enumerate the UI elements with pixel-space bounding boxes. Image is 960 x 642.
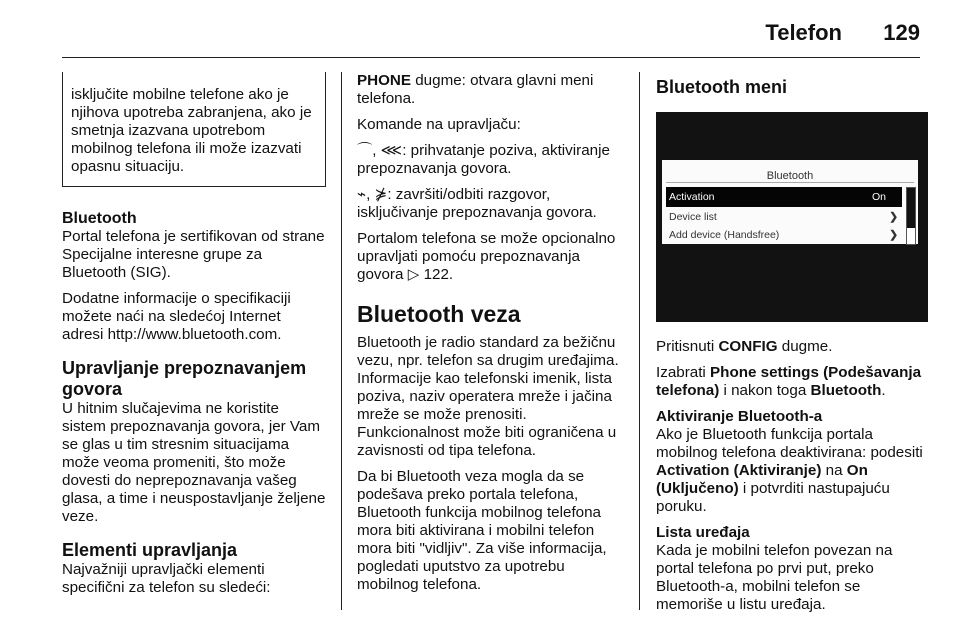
- chevron-right-icon: ❯: [889, 229, 898, 241]
- voice-control-heading: Upravljanje prepoznavanjem govora: [62, 358, 307, 399]
- controls-heading: Elementi upravljanja: [62, 540, 238, 560]
- page-section-title: Telefon: [765, 20, 842, 45]
- end-call-icons: ⌁, ⋡: [357, 186, 388, 203]
- end-call-text: : završiti/odbiti razgovor, isključivanje prepoznavanja govora.: [357, 186, 597, 221]
- phone-button-paragraph: [357, 72, 623, 108]
- page-reference: ▷ 122.: [407, 266, 454, 283]
- controls-paragraph: Najvažniji upravljački elementi specifični za telefon su sledeći:: [62, 561, 271, 596]
- select-settings-paragraph: [656, 364, 928, 400]
- phone-button-label: PHONE: [357, 72, 412, 89]
- menu-item-add-device: [666, 227, 902, 244]
- bluetooth-menu-screenshot: [656, 112, 928, 322]
- bluetooth-menu-heading: Bluetooth meni: [656, 77, 787, 97]
- select-text-end: .: [881, 382, 886, 399]
- bluetooth-connection-heading: Bluetooth veza: [357, 301, 521, 327]
- press-config-paragraph: [656, 338, 928, 356]
- portal-voice-paragraph: [357, 230, 623, 284]
- menu-title-divider: [666, 182, 914, 183]
- config-button-label: CONFIG: [718, 338, 778, 355]
- column-middle: [357, 72, 623, 602]
- scrollbar-thumb: [907, 188, 915, 228]
- menu-item-value: On: [871, 191, 886, 203]
- voice-control-paragraph: U hitnim slučajevima ne koristite sistem prepoznavanja govora, jer Vam se glas u tim stresnim situacijama može veoma promeniti, što može dovesti do neprepoznavanja vašeg glasa, a time i neuspostavljanje željene veze.: [62, 400, 326, 525]
- menu-panel: [662, 160, 918, 244]
- column-divider: [341, 72, 342, 610]
- page-number: 129: [883, 20, 920, 45]
- header-divider: [62, 57, 920, 58]
- connection-paragraph-1: Bluetooth je radio standard za bežičnu vezu, npr. telefon sa drugim uređajima. Informacije kao telefonski imenik, lista poziva, naziv operatera mreže i jačina mreže se može prenositi. Funkcionalnost može biti ograničena u zavisnosti od tipa telefona.: [357, 334, 619, 459]
- phone-settings-label: Phone settings (Podešavanja telefona): [656, 364, 922, 399]
- press-text-end: dugme.: [777, 338, 833, 355]
- press-text: Pritisnuti: [656, 338, 719, 355]
- activation-text: Ako je Bluetooth funkcija portala mobilnog telefona deaktivirana: podesiti: [656, 426, 923, 461]
- accept-call-paragraph: [357, 142, 623, 178]
- column-divider: [639, 72, 640, 610]
- bluetooth-heading: Bluetooth: [62, 210, 137, 227]
- column-right: [656, 72, 928, 622]
- menu-item-label: Add device (Handsfree): [669, 229, 780, 241]
- select-text: Izabrati: [656, 364, 711, 381]
- on-label: On (Uključeno): [656, 462, 868, 497]
- phone-button-desc: dugme: otvara glavni meni telefona.: [357, 72, 594, 107]
- connection-paragraph-2: Da bi Bluetooth veza mogla da se podešava preko portala telefona, Bluetooth funkcija mobilnog telefona mora biti aktivirana i mobilni telefon mora biti "vidljiv". Za više informacija, pogledati uputstvo za upotrebu mobilnog telefona.: [357, 468, 607, 593]
- device-list-paragraph: Kada je mobilni telefon povezan na portal telefona po prvi put, preko Bluetooth-a, mobilni telefon se memoriše u listu uređaja.: [656, 542, 893, 613]
- bluetooth-paragraph-1: Portal telefona je sertifikovan od strane Specijalne interesne grupe za Bluetooth (SIG).: [62, 228, 325, 281]
- activation-text-mid: na: [821, 462, 847, 479]
- page-header: [0, 0, 960, 60]
- chevron-right-icon: ❯: [889, 211, 898, 223]
- activation-subheading: Aktiviranje Bluetooth-a: [656, 408, 823, 425]
- activation-paragraph: [656, 426, 928, 516]
- device-list-subheading: Lista uređaja: [656, 524, 750, 541]
- activation-text-end: i potvrditi nastupajuću poruku.: [656, 480, 890, 515]
- bluetooth-label: Bluetooth: [810, 382, 882, 399]
- accept-call-icons: ⌒, ⋘: [357, 142, 403, 159]
- end-call-paragraph: [357, 186, 623, 222]
- menu-item-label: Activation: [669, 191, 715, 203]
- activation-label: Activation (Aktiviranje): [656, 462, 822, 479]
- warning-box: [62, 72, 326, 187]
- accept-call-text: : prihvatanje poziva, aktiviranje prepoznavanja govora.: [357, 142, 610, 177]
- menu-item-activation: [666, 187, 902, 207]
- menu-scrollbar: [906, 187, 916, 245]
- portal-voice-text: Portalom telefona se može opcionalno upravljati pomoću prepoznavanja govora: [357, 230, 616, 283]
- bluetooth-paragraph-2: Dodatne informacije o specifikaciji možete naći na sledećoj Internet adresi http://www.bluetooth.com.: [62, 290, 291, 343]
- menu-item-label: Device list: [669, 211, 717, 223]
- steering-wheel-heading: Komande na upravljaču:: [357, 116, 521, 133]
- warning-text: isključite mobilne telefone ako je njihova upotreba zabranjena, ako je smetnja izazvana upotrebom mobilnog telefona ili može izazvati opasnu situaciju.: [71, 86, 312, 175]
- column-left: [62, 72, 326, 605]
- select-text-mid: i nakon toga: [719, 382, 811, 399]
- menu-item-device-list: [666, 207, 902, 227]
- menu-title: Bluetooth: [766, 170, 814, 182]
